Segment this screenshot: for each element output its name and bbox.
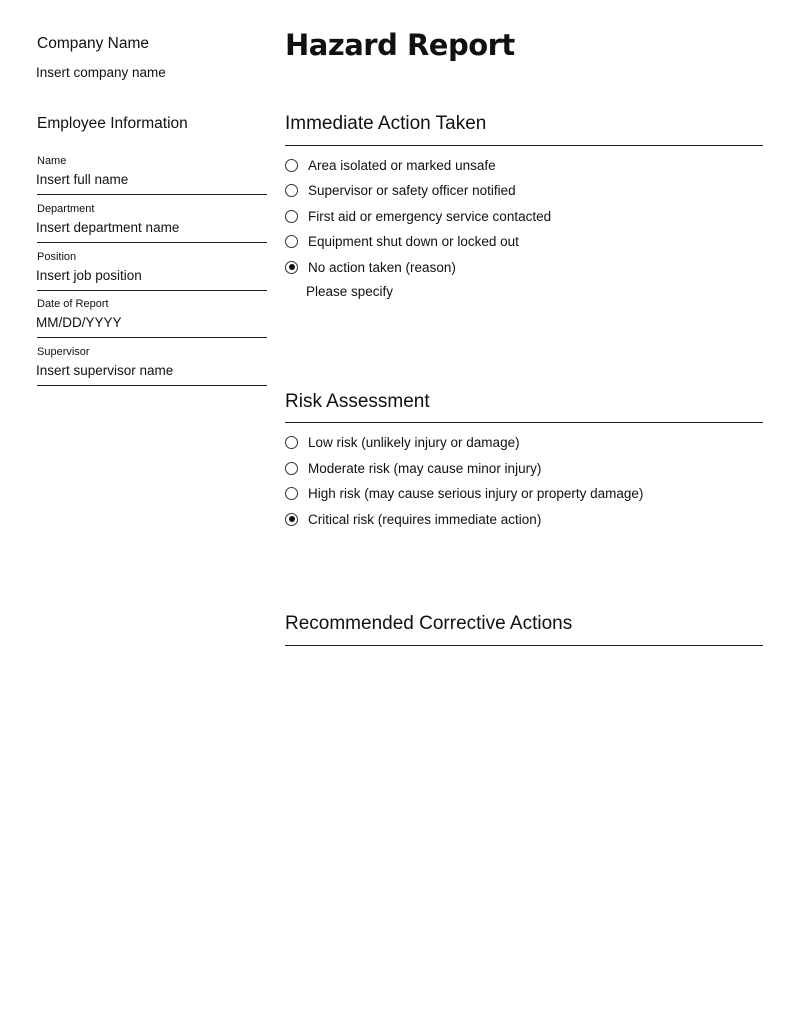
option-label: Moderate risk (may cause minor injury) [308,460,542,476]
name-field [37,155,267,195]
date-of-report-input[interactable]: MM/DD/YYYY [36,315,122,330]
risk-option[interactable] [285,485,643,501]
option-label: Low risk (unlikely injury or damage) [308,434,520,450]
immediate-action-option[interactable] [285,157,496,173]
immediate-action-option[interactable] [285,233,519,249]
immediate-action-option[interactable] [285,182,516,198]
radio-button[interactable] [285,436,298,449]
radio-button[interactable] [285,261,298,274]
immediate-action-option[interactable] [285,208,551,224]
option-label: High risk (may cause serious injury or property damage) [308,485,644,501]
option-label: Critical risk (requires immediate action) [308,511,542,527]
name-input[interactable]: Insert full name [36,172,129,187]
radio-button[interactable] [285,513,298,526]
radio-button[interactable] [285,184,298,197]
immediate-action-divider [285,145,763,146]
immediate-action-heading: Immediate Action Taken [285,113,487,134]
corrective-actions-divider [285,645,763,646]
immediate-action-option[interactable] [285,259,456,275]
option-label: Equipment shut down or locked out [308,233,519,249]
option-label: Area isolated or marked unsafe [308,157,496,173]
radio-button[interactable] [285,210,298,223]
option-label: First aid or emergency service contacted [308,208,552,224]
page-title: Hazard Report [285,28,515,62]
risk-option[interactable] [285,460,541,476]
department-label: Department [37,203,95,215]
position-input[interactable]: Insert job position [36,268,142,283]
risk-option[interactable] [285,434,520,450]
supervisor-field [37,346,267,386]
option-label: Supervisor or safety officer notified [308,182,516,198]
risk-assessment-divider [285,422,763,423]
radio-button[interactable] [285,462,298,475]
radio-button[interactable] [285,235,298,248]
risk-option[interactable] [285,511,541,527]
position-field [37,251,267,291]
name-label: Name [37,155,67,167]
date-of-report-label: Date of Report [37,298,109,310]
date-of-report-field [37,298,267,338]
department-field [37,203,267,243]
supervisor-input[interactable]: Insert supervisor name [36,363,174,378]
specify-reason-input[interactable]: Please specify [306,284,394,299]
radio-button[interactable] [285,159,298,172]
corrective-actions-heading: Recommended Corrective Actions [285,613,573,634]
department-input[interactable]: Insert department name [36,220,180,235]
radio-button[interactable] [285,487,298,500]
position-label: Position [37,251,77,263]
option-label: No action taken (reason) [308,259,456,275]
company-name-label: Company Name [37,35,149,52]
company-name-input[interactable]: Insert company name [36,65,166,80]
risk-assessment-heading: Risk Assessment [285,391,430,412]
supervisor-label: Supervisor [37,346,90,358]
employee-info-heading: Employee Information [37,115,188,132]
